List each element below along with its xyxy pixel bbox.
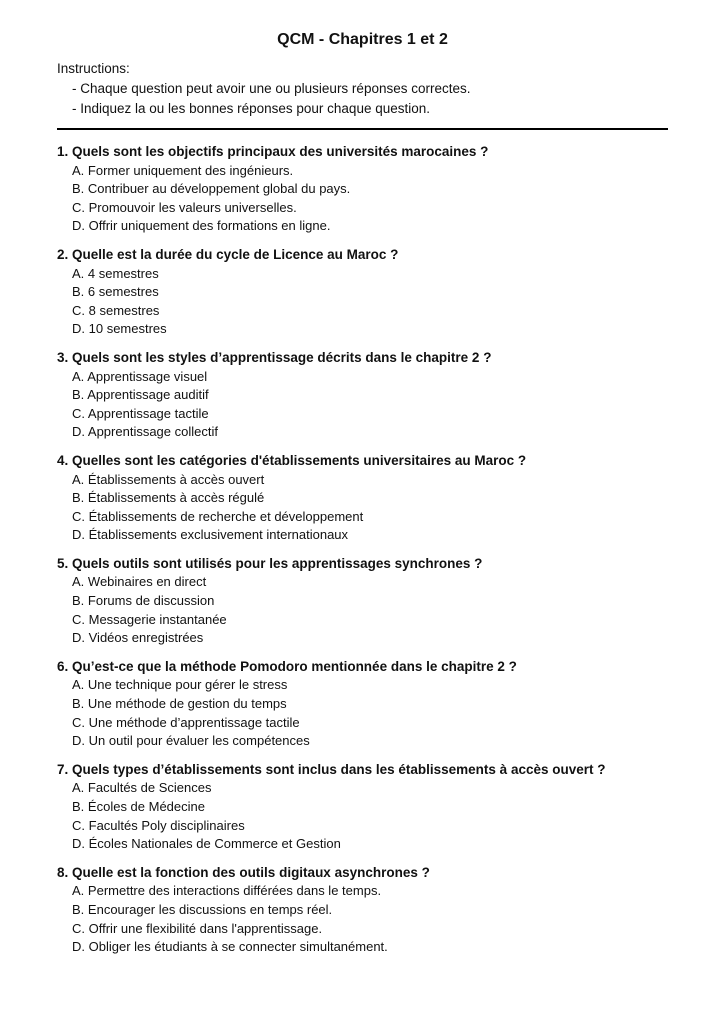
question-block — [57, 143, 668, 236]
option-line — [57, 817, 668, 836]
question-text: Quelle est la fonction des outils digitaux asynchrones ? — [72, 864, 430, 880]
question-number: 4. — [57, 452, 69, 468]
option-letter: A. — [72, 677, 85, 693]
option-letter: B. — [72, 490, 85, 506]
option-line — [57, 695, 668, 714]
question-number: 7. — [57, 761, 69, 777]
option-text: 10 semestres — [88, 321, 167, 337]
option-line — [57, 283, 668, 302]
option-text: Encourager les discussions en temps réel. — [87, 901, 333, 917]
option-text: Facultés Poly disciplinaires — [88, 817, 245, 833]
option-text: Vidéos enregistrées — [88, 630, 204, 646]
option-line — [57, 423, 668, 442]
option-text: Apprentissage collectif — [87, 424, 218, 440]
option-letter: D. — [72, 733, 85, 749]
questions-list — [57, 143, 668, 957]
option-letter: D. — [72, 630, 85, 646]
option-text: Écoles Nationales de Commerce et Gestion — [88, 836, 341, 852]
option-text: Permettre des interactions différées dans le temps. — [87, 883, 382, 899]
option-text: Facultés de Sciences — [87, 780, 212, 796]
question-number: 8. — [57, 864, 69, 880]
option-text: 6 semestres — [87, 284, 159, 300]
option-line — [57, 217, 668, 236]
option-letter: C. — [72, 817, 85, 833]
option-letter: B. — [72, 181, 85, 197]
question-block — [57, 246, 668, 339]
option-letter: C. — [72, 508, 85, 524]
option-text: Promouvoir les valeurs universelles. — [88, 199, 297, 215]
option-text: Apprentissage tactile — [87, 405, 209, 421]
question-text: Quelles sont les catégories d'établissements universitaires au Maroc ? — [72, 452, 527, 468]
option-line — [57, 779, 668, 798]
instructions-block — [57, 59, 668, 118]
option-letter: C. — [72, 611, 85, 627]
option-letter: D. — [72, 424, 85, 440]
question-number: 2. — [57, 246, 69, 262]
option-line — [57, 882, 668, 901]
option-line — [57, 732, 668, 751]
option-line — [57, 798, 668, 817]
option-letter: D. — [72, 218, 85, 234]
option-text: Une méthode de gestion du temps — [87, 696, 287, 712]
option-text: Établissements de recherche et développement — [88, 508, 364, 524]
option-letter: A. — [72, 368, 85, 384]
option-line — [57, 920, 668, 939]
option-text: Offrir uniquement des formations en ligne. — [88, 218, 331, 234]
question-block — [57, 658, 668, 751]
separator-rule — [57, 128, 668, 130]
question-block — [57, 452, 668, 545]
option-line — [57, 199, 668, 218]
question-block — [57, 864, 668, 957]
question-block — [57, 349, 668, 442]
option-text: 8 semestres — [88, 302, 160, 318]
option-line — [57, 320, 668, 339]
question-title — [57, 452, 668, 471]
option-letter: B. — [72, 284, 85, 300]
page-title: QCM - Chapitres 1 et 2 — [277, 31, 448, 48]
question-title — [57, 349, 668, 368]
option-letter: A. — [72, 574, 85, 590]
option-text: Établissements à accès régulé — [87, 490, 265, 506]
option-text: Établissements à accès ouvert — [87, 471, 265, 487]
option-line — [57, 471, 668, 490]
option-text: Apprentissage visuel — [87, 368, 208, 384]
option-line — [57, 180, 668, 199]
question-title — [57, 143, 668, 162]
question-number: 1. — [57, 144, 69, 159]
option-line — [57, 592, 668, 611]
instruction-line: - Indiquez la ou les bonnes réponses pour chaque question. — [72, 100, 431, 116]
instructions-label: Instructions: — [57, 61, 130, 76]
option-text: 4 semestres — [87, 265, 159, 281]
option-text: Former uniquement des ingénieurs. — [87, 162, 294, 178]
option-text: Une technique pour gérer le stress — [87, 677, 288, 693]
question-text: Quelle est la durée du cycle de Licence au Maroc ? — [72, 246, 399, 262]
option-line — [57, 611, 668, 630]
option-line — [57, 405, 668, 424]
option-text: Écoles de Médecine — [87, 799, 205, 814]
question-title — [57, 761, 668, 780]
option-letter: A. — [72, 471, 85, 487]
option-text: Forums de discussion — [87, 593, 215, 609]
question-title — [57, 658, 668, 677]
option-line — [57, 386, 668, 405]
question-block — [57, 761, 668, 854]
option-letter: B. — [72, 696, 85, 712]
question-title — [57, 555, 668, 574]
option-line — [57, 302, 668, 321]
option-line — [57, 265, 668, 284]
question-text: Quels sont les styles d’apprentissage décrits dans le chapitre 2 ? — [72, 349, 492, 365]
option-letter: B. — [72, 901, 85, 917]
option-letter: D. — [72, 321, 85, 337]
option-letter: B. — [72, 799, 85, 814]
option-letter: A. — [72, 162, 85, 178]
option-letter: D. — [72, 527, 85, 543]
option-text: Apprentissage auditif — [87, 387, 209, 403]
option-line — [57, 162, 668, 181]
option-letter: A. — [72, 265, 85, 281]
option-line — [57, 629, 668, 648]
option-letter: C. — [72, 302, 85, 318]
question-number: 5. — [57, 555, 69, 571]
option-line — [57, 489, 668, 508]
option-text: Contribuer au développement global du pays. — [87, 181, 351, 197]
option-line — [57, 508, 668, 527]
question-text: Quels outils sont utilisés pour les apprentissages synchrones ? — [72, 555, 483, 571]
question-title — [57, 246, 668, 265]
option-letter: C. — [72, 920, 85, 936]
option-letter: D. — [72, 939, 85, 955]
question-text: Quels types d’établissements sont inclus dans les établissements à accès ouvert ? — [72, 761, 606, 777]
question-number: 3. — [57, 349, 69, 365]
question-text: Quels sont les objectifs principaux des universités marocaines ? — [72, 144, 489, 159]
option-line — [57, 714, 668, 733]
option-letter: A. — [72, 883, 85, 899]
option-text: Établissements exclusivement internationaux — [88, 527, 349, 543]
option-line — [57, 835, 668, 854]
option-text: Offrir une flexibilité dans l'apprentissage. — [88, 920, 323, 936]
option-letter: B. — [72, 387, 85, 403]
option-line — [57, 938, 668, 957]
instruction-line: - Chaque question peut avoir une ou plusieurs réponses correctes. — [72, 81, 471, 96]
option-text: Webinaires en direct — [87, 574, 207, 590]
question-number: 6. — [57, 658, 69, 674]
option-letter: B. — [72, 593, 85, 609]
question-title — [57, 864, 668, 883]
option-text: Messagerie instantanée — [88, 611, 227, 627]
option-text: Une méthode d’apprentissage tactile — [88, 714, 300, 730]
option-line — [57, 676, 668, 695]
option-letter: C. — [72, 405, 85, 421]
option-letter: A. — [72, 780, 85, 796]
option-text: Obliger les étudiants à se connecter simultanément. — [88, 939, 388, 955]
option-letter: C. — [72, 199, 85, 215]
question-text: Qu’est-ce que la méthode Pomodoro mentionnée dans le chapitre 2 ? — [72, 658, 517, 674]
question-block — [57, 555, 668, 648]
option-line — [57, 526, 668, 545]
option-letter: D. — [72, 836, 85, 852]
option-line — [57, 901, 668, 920]
option-line — [57, 368, 668, 387]
option-text: Un outil pour évaluer les compétences — [88, 733, 310, 749]
option-line — [57, 573, 668, 592]
option-letter: C. — [72, 714, 85, 730]
